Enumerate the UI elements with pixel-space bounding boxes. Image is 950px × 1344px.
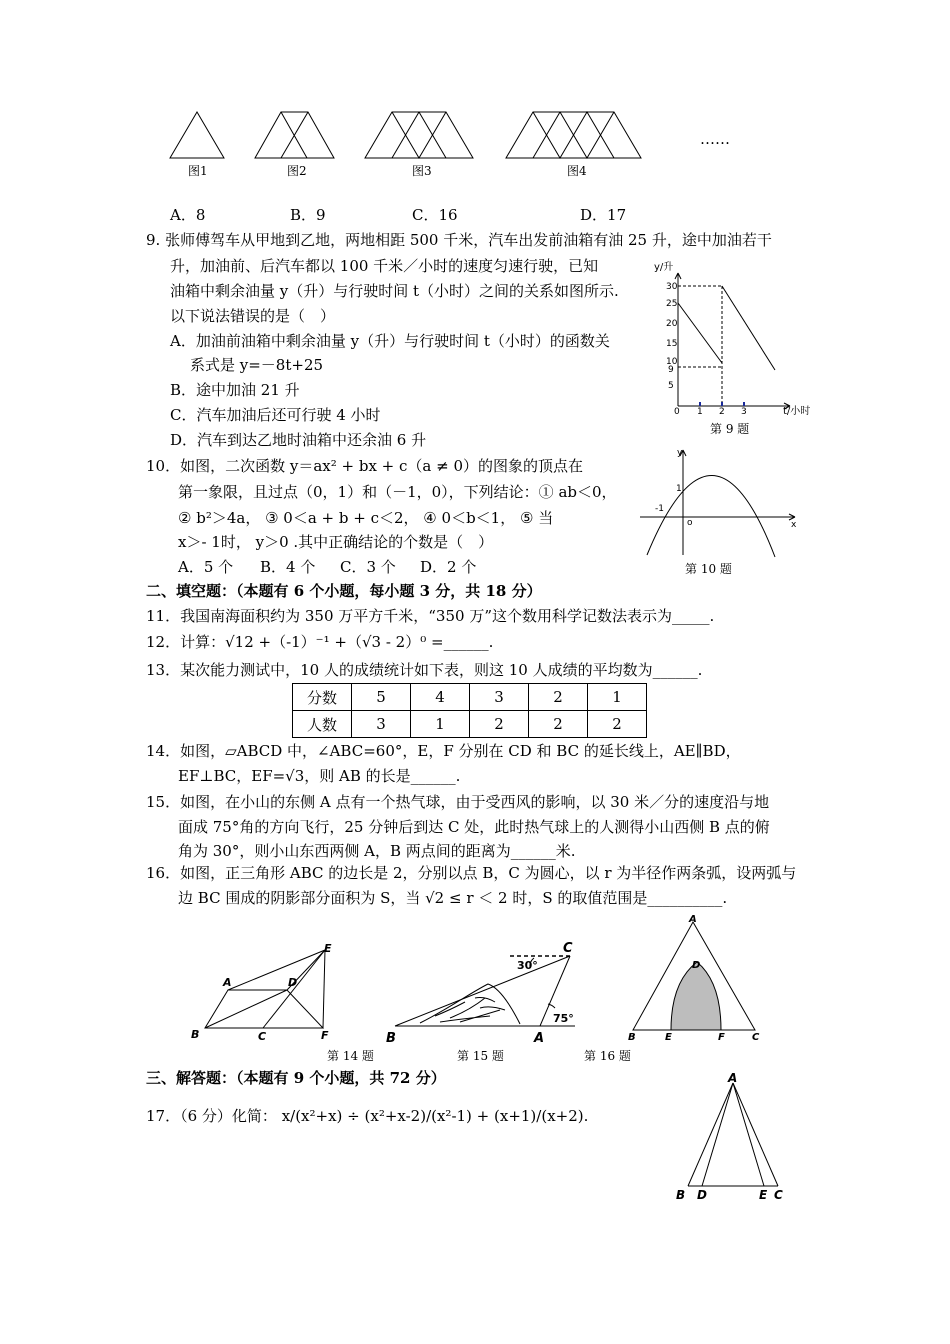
fig17-label-c: C bbox=[774, 1188, 783, 1202]
table-cell: 人数 bbox=[293, 711, 352, 738]
table-row bbox=[293, 711, 647, 738]
figure-3-shape bbox=[365, 112, 473, 158]
q9-choice-b: B．途中加油 21 升 bbox=[170, 381, 300, 399]
q9-xtick-0: 0 bbox=[674, 407, 680, 417]
table-row bbox=[293, 684, 647, 711]
table-cell: 2 bbox=[529, 711, 588, 738]
figure-16-caption: 第 16 题 bbox=[584, 1049, 631, 1063]
figure-14-caption: 第 14 题 bbox=[327, 1049, 374, 1063]
ellipsis: …… bbox=[700, 130, 730, 148]
q10-x-axis-label: x bbox=[791, 520, 797, 530]
q17-expression: x/(x²+x) ÷ (x²+x-2)/(x²-1) + (x+1)/(x+2). bbox=[281, 1107, 589, 1125]
section-2-heading: 二、填空题：（本题有 6 个小题，每小题 3 分，共 18 分） bbox=[146, 582, 542, 600]
q9-line-2: 升，加油前、后汽车都以 100 千米／小时的速度匀速行驶，已知 bbox=[170, 257, 599, 275]
q10-line-3: ② b²＞4a， ③ 0＜a + b + c＜2， ④ 0＜b＜1， ⑤ 当 bbox=[178, 509, 554, 527]
q10-graph-caption: 第 10 题 bbox=[685, 562, 732, 576]
fig17-label-a: A bbox=[728, 1071, 738, 1085]
figure-16 bbox=[625, 912, 765, 1047]
table-header-cell: 4 bbox=[411, 684, 470, 711]
fig15-label-a: A bbox=[534, 1031, 545, 1046]
table-header-cell: 5 bbox=[352, 684, 411, 711]
fig17-label-b: B bbox=[676, 1188, 686, 1202]
figure-1-caption: 图1 bbox=[188, 164, 208, 178]
figure-2-shape bbox=[255, 112, 334, 158]
q15-line-1: 15．如图，在小山的东侧 A 点有一个热气球，由于受西风的影响，以 30 米／分的速度沿与地 bbox=[146, 793, 770, 811]
q12-prefix: 12．计算： bbox=[146, 633, 226, 651]
fig16-label-e: E bbox=[665, 1032, 672, 1043]
fig17-label-e: E bbox=[759, 1188, 768, 1202]
table-cell: 2 bbox=[470, 711, 529, 738]
q10-y-axis-label: y bbox=[677, 448, 683, 458]
q10-choice-c: C．3 个 bbox=[340, 558, 396, 576]
q9-graph bbox=[650, 258, 820, 418]
q9-ytick-30: 30 bbox=[666, 282, 678, 292]
fig15-label-75deg: 75° bbox=[553, 1012, 574, 1025]
figure-2-caption: 图2 bbox=[287, 164, 307, 178]
table-cell: 3 bbox=[352, 711, 411, 738]
q9-segment-before bbox=[678, 303, 722, 363]
q8-choice-d: D．17 bbox=[580, 206, 627, 224]
q8-choice-a: A．8 bbox=[170, 206, 206, 224]
q10-choice-d: D．2 个 bbox=[420, 558, 477, 576]
q9-graph-caption: 第 9 题 bbox=[710, 422, 750, 436]
table-header-cell: 3 bbox=[470, 684, 529, 711]
table-cell: 1 bbox=[411, 711, 470, 738]
fig15-label-c: C bbox=[563, 941, 573, 956]
fig16-label-f: F bbox=[718, 1032, 725, 1043]
triangle-pattern-figures bbox=[160, 100, 660, 165]
q9-ytick-15: 15 bbox=[666, 339, 678, 349]
figure-3-caption: 图3 bbox=[412, 164, 432, 178]
q9-ytick-20: 20 bbox=[666, 319, 678, 329]
q8-choice-b: B．9 bbox=[290, 206, 326, 224]
fig14-label-a: A bbox=[223, 976, 232, 989]
q11: 11．我国南海面积约为 350 万平方千米，“350 万”这个数用科学记数法表示为_____. bbox=[146, 607, 715, 625]
q10-parabola bbox=[647, 475, 775, 557]
table-header-cell: 分数 bbox=[293, 684, 352, 711]
q9-xtick-1: 1 bbox=[697, 407, 703, 417]
q9-line-4: 以下说法错误的是（ ） bbox=[170, 307, 336, 325]
q15-line-2: 面成 75°角的方向飞行，25 分钟后到达 C 处，此时热气球上的人测得小山西侧 B 点的俯 bbox=[178, 818, 770, 836]
q10-neg1-label: -1 bbox=[655, 504, 664, 514]
q8-choice-c: C．16 bbox=[412, 206, 458, 224]
q10-graph bbox=[635, 445, 805, 560]
q9-xlabel: t/小时 bbox=[783, 406, 811, 417]
figure-15-caption: 第 15 题 bbox=[457, 1049, 504, 1063]
section-3-heading: 三、解答题：（本题有 9 个小题，共 72 分） bbox=[146, 1069, 446, 1087]
table-header-cell: 1 bbox=[588, 684, 647, 711]
q10-origin-label: o bbox=[687, 518, 693, 528]
q9-ylabel: y/升 bbox=[654, 262, 674, 273]
q12-blank: ______. bbox=[443, 633, 494, 651]
q9-choice-c: C．汽车加油后还可行驶 4 小时 bbox=[170, 406, 381, 424]
q9-xtick-2: 2 bbox=[719, 407, 725, 417]
q9-ytick-10: 10 bbox=[666, 357, 678, 367]
q9-ytick-5: 5 bbox=[668, 381, 674, 391]
q9-xtick-3: 3 bbox=[741, 407, 747, 417]
q16-line-2: 边 BC 围成的阴影部分面积为 S，当 √2 ≤ r ＜ 2 时，S 的取值范围是__________. bbox=[178, 889, 728, 907]
q10-line-2: 第一象限，且过点（0，1）和（－1，0），下列结论：① ab＜0， bbox=[178, 483, 617, 501]
fig16-label-d: D bbox=[692, 960, 701, 971]
q12-expression: √12 +（-1）⁻¹ +（√3 - 2）⁰ = bbox=[225, 633, 444, 651]
figure-4-shape bbox=[506, 112, 641, 158]
fig14-label-c: C bbox=[258, 1030, 267, 1043]
figure-1-shape bbox=[170, 112, 224, 158]
fig14-label-f: F bbox=[321, 1029, 329, 1042]
figure-4-caption: 图4 bbox=[567, 164, 587, 178]
q10-line-4: x＞- 1时， y＞0 .其中正确结论的个数是（ ） bbox=[178, 533, 494, 551]
q10-one-label: 1 bbox=[676, 484, 682, 494]
fig14-label-b: B bbox=[191, 1028, 200, 1041]
q9-ytick-25: 25 bbox=[666, 299, 678, 309]
q10-choice-a: A．5 个 bbox=[178, 558, 234, 576]
q14-line-2: EF⊥BC，EF=√3，则 AB 的长是______. bbox=[178, 767, 461, 785]
q9-choice-a: A．加油前油箱中剩余油量 y（升）与行驶时间 t（小时）的函数关 bbox=[170, 332, 610, 350]
q9-line-3: 油箱中剩余油量 y（升）与行驶时间 t（小时）之间的关系如图所示. bbox=[170, 282, 619, 300]
score-table bbox=[292, 683, 647, 738]
q9-segment-after bbox=[722, 286, 775, 370]
fig17-label-d: D bbox=[697, 1188, 707, 1202]
q10-choice-b: B．4 个 bbox=[260, 558, 316, 576]
fig16-label-c: C bbox=[752, 1032, 760, 1043]
q17-prefix: 17．（6 分）化简： bbox=[146, 1107, 277, 1125]
q9-choice-a-cont: 系式是 y=－8t+25 bbox=[190, 356, 324, 374]
q12 bbox=[146, 632, 493, 652]
q14-line-1: 14．如图，▱ABCD 中，∠ABC=60°，E，F 分别在 CD 和 BC 的延长线上，AE∥BD， bbox=[146, 742, 741, 760]
q13: 13．某次能力测试中，10 人的成绩统计如下表，则这 10 人成绩的平均数为______. bbox=[146, 661, 703, 679]
fig15-label-30deg: 30° bbox=[517, 959, 538, 972]
fig16-shaded-region bbox=[671, 962, 721, 1030]
figure-14 bbox=[185, 940, 345, 1045]
fig16-label-b: B bbox=[628, 1032, 636, 1043]
fig14-label-e: E bbox=[324, 942, 332, 955]
q17 bbox=[146, 1106, 588, 1126]
figure-17 bbox=[670, 1068, 800, 1203]
q16-line-1: 16．如图，正三角形 ABC 的边长是 2，分别以点 B，C 为圆心，以 r 为半径作两条弧，设两弧与 bbox=[146, 864, 797, 882]
table-cell: 2 bbox=[588, 711, 647, 738]
fig15-label-b: B bbox=[386, 1031, 396, 1046]
fig16-label-a: A bbox=[689, 914, 697, 925]
table-header-cell: 2 bbox=[529, 684, 588, 711]
q9-ytick-9: 9 bbox=[668, 365, 674, 375]
q15-line-3: 角为 30°，则小山东西两侧 A，B 两点间的距离为______米. bbox=[178, 842, 576, 860]
q9-choice-d: D．汽车到达乙地时油箱中还余油 6 升 bbox=[170, 431, 427, 449]
q10-line-1: 10．如图，二次函数 y＝ax² + bx + c（a ≠ 0）的图象的顶点在 bbox=[146, 457, 584, 475]
figure-15 bbox=[380, 938, 590, 1048]
q9-line-1: 9. 张师傅驾车从甲地到乙地，两地相距 500 千米，汽车出发前油箱有油 25 升，途中加油若干 bbox=[146, 231, 772, 249]
fig14-label-d: D bbox=[288, 976, 298, 989]
